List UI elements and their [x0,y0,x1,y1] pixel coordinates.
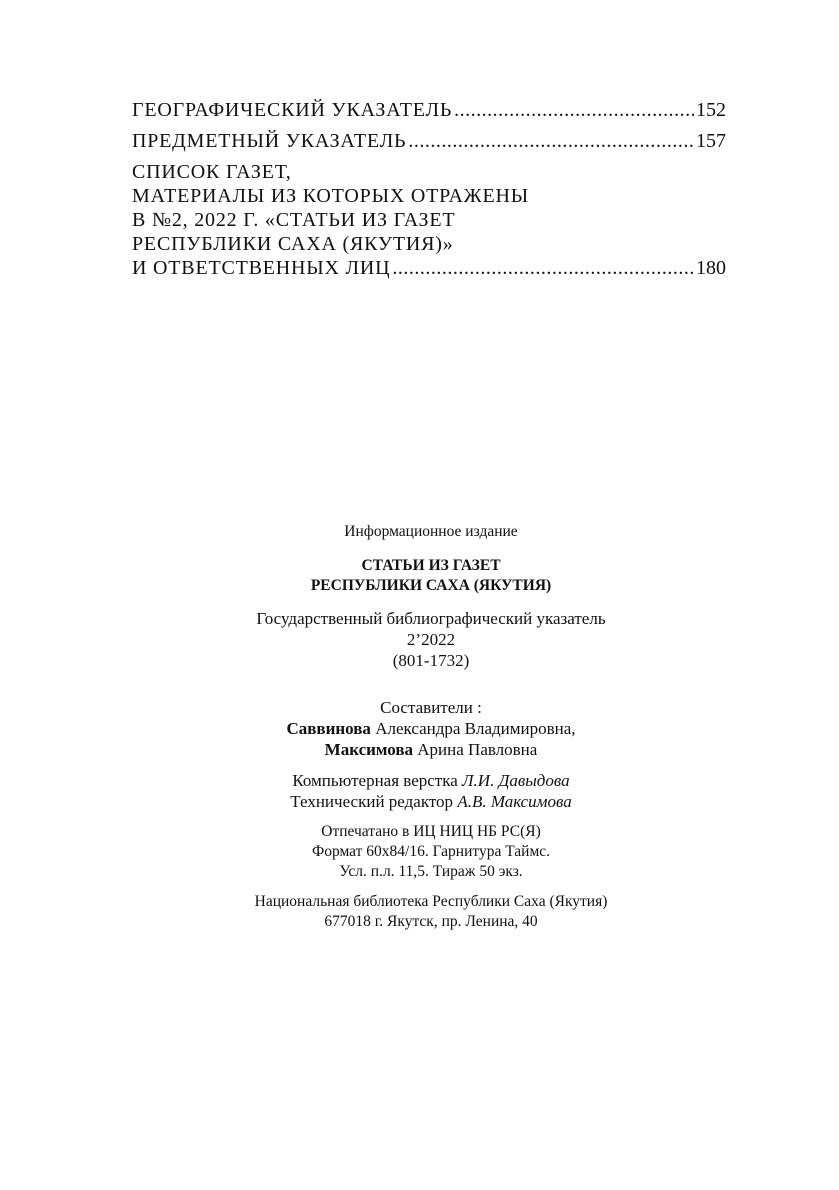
table-of-contents [132,98,726,280]
toc-entry-title: ГЕОГРАФИЧЕСКИЙ УКАЗАТЕЛЬ [132,99,453,121]
toc-leader-dots [454,98,694,122]
compiler-surname: Саввинова [286,719,371,738]
toc-entry-title-line: В №2, 2022 Г. «СТАТЬИ ИЗ ГАЗЕТ [132,209,456,231]
toc-entry-final-line [132,256,726,280]
toc-entry-geographic-index [132,98,726,122]
entry-range: (801-1732) [392,651,470,670]
layout-person: Л.И. Давыдова [462,771,570,790]
title-line: РЕСПУБЛИКИ САХА (ЯКУТИЯ) [310,577,552,594]
compilers [0,697,839,760]
toc-entry-title: ПРЕДМЕТНЫЙ УКАЗАТЕЛЬ [132,130,407,152]
layout-credit [0,770,839,791]
toc-entry-title: И ОТВЕТСТВЕННЫХ ЛИЦ [132,257,391,279]
publisher-address: 677018 г. Якутск, пр. Ленина, 40 [324,913,538,930]
editor-person: А.В. Максимова [457,792,572,811]
publisher-details [0,892,839,932]
production-credits [0,770,839,812]
print-line: Усл. п.л. 11,5. Тираж 50 экз. [339,863,523,880]
toc-entry-page: 180 [696,257,726,279]
publisher-name: Национальная библиотека Республики Саха (Якутия) [254,893,608,910]
imprint-block [0,522,839,932]
toc-entry-subject-index [132,129,726,153]
toc-entry-page: 152 [696,99,726,121]
compiler-surname: Максимова [324,740,414,759]
toc-entry-title-line: СПИСОК ГАЗЕТ, [132,161,292,183]
edition-type: Информационное издание [344,523,518,540]
toc-entry-title-line: РЕСПУБЛИКИ САХА (ЯКУТИЯ)» [132,233,454,255]
compilers-label: Составители : [380,698,482,717]
editor-label: Технический редактор [290,792,454,811]
issue-number: 2’2022 [406,630,456,649]
print-line: Формат 60х84/16. Гарнитура Таймс. [311,843,551,860]
compiler [0,718,839,739]
title-line: СТАТЬИ ИЗ ГАЗЕТ [361,557,501,574]
layout-label: Компьютерная верстка [292,771,458,790]
print-line: Отпечатано в ИЦ НИЦ НБ РС(Я) [321,823,541,840]
toc-entry-page: 157 [696,130,726,152]
publication-subtitle [0,608,839,671]
publication-title [0,556,839,596]
editor-credit [0,791,839,812]
toc-entry-title-line: МАТЕРИАЛЫ ИЗ КОТОРЫХ ОТРАЖЕНЫ [132,185,529,207]
subtitle: Государственный библиографический указатель [256,609,606,628]
print-details [0,822,839,882]
toc-leader-dots [392,256,694,280]
compiler [0,739,839,760]
compiler-name: Александра Владимировна, [375,719,576,738]
toc-leader-dots [408,129,694,153]
toc-entry-newspaper-list [132,160,726,280]
compiler-name: Арина Павловна [417,740,538,759]
